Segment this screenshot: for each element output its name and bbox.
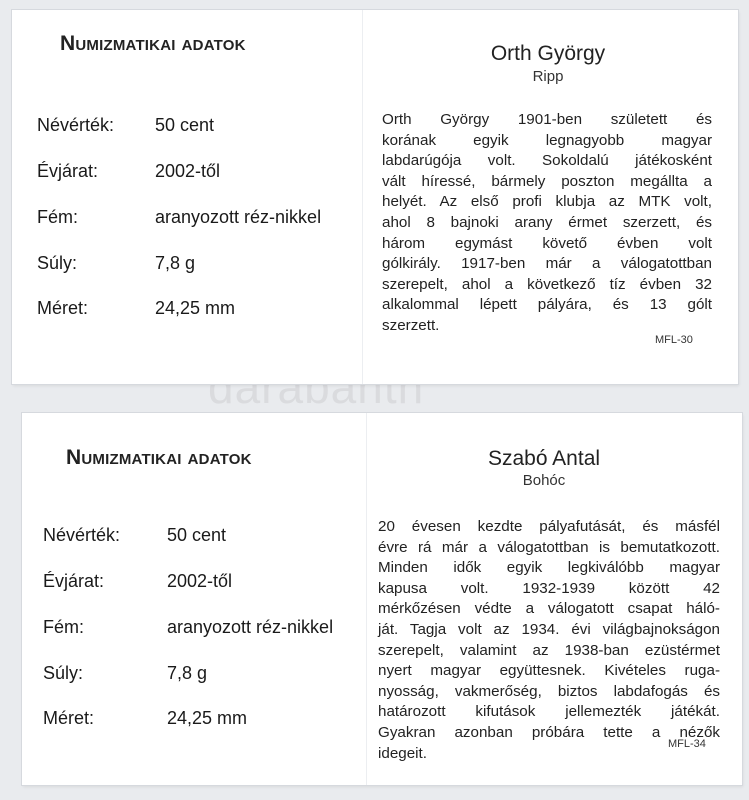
player-name: Szabó Antal (487, 447, 601, 470)
card-heading: Numizmatikai adatok (60, 32, 246, 55)
bio-line: ját. Tagja volt az 1934. évi világbajnokságon (378, 620, 720, 638)
spec-value: 50 cent (155, 115, 215, 135)
catalog-code: MFL-34 (668, 738, 706, 750)
spec-value: 24,25 mm (155, 298, 236, 318)
spec-value: aranyozott réz-nikkel (167, 617, 334, 637)
bio-line: Minden idők egyik legkiválóbb magyar (378, 559, 720, 577)
player-nickname: Ripp (532, 68, 564, 85)
bio-line: nyosság, vakmerőség, biztos labdafogás és (378, 682, 720, 700)
spec-label: Évjárat: (37, 161, 99, 181)
spec-label: Súly: (37, 253, 78, 273)
bio-line: labdarúgója volt. Sokoldalú játékosként (382, 152, 712, 170)
spec-label: Fém: (37, 207, 79, 227)
bio-line: korának egyik legnagyobb magyar (382, 131, 712, 149)
bio-line: három egymást követő évben volt (382, 234, 712, 252)
bio-line: Orth György 1901-ben született és (382, 111, 712, 128)
card-fold-line (362, 10, 363, 384)
spec-value: 7,8 g (167, 663, 208, 683)
spec-label: Évjárat: (43, 571, 105, 591)
bio-line: nyert magyar együttesnek. Kivételes ruga- (378, 662, 720, 680)
spec-label: Súly: (43, 663, 84, 683)
bio-line: vált híressé, bármely poszton megállta a (382, 172, 712, 190)
spec-value: 2002-től (155, 161, 221, 181)
spec-label: Méret: (37, 298, 89, 318)
bio-line: 20 évesen kezdte pályafutását, és másfél (378, 518, 720, 535)
bio-line: idegeit. (378, 744, 427, 762)
bio-line: határozott kifutások jellemezték játékát. (378, 703, 720, 721)
player-biography (382, 110, 712, 337)
card-fold-line (366, 413, 367, 785)
spec-value: aranyozott réz-nikkel (155, 207, 322, 227)
spec-label: Névérték: (37, 115, 115, 135)
bio-line: alkalommal lépett pályára, és 13 gólt (382, 296, 712, 314)
catalog-code: MFL-30 (655, 334, 693, 346)
player-biography (378, 517, 720, 764)
bio-line: Gyakran azonban próbára tette a nézők (378, 723, 720, 741)
spec-value: 50 cent (167, 525, 227, 545)
player-nickname: Bohóc (522, 472, 566, 489)
player-name: Orth György (490, 42, 606, 65)
bio-line: kapusa volt. 1932-1939 között 42 (378, 579, 720, 597)
bio-line: szerepelt, ahol a következő tíz évben 32 (382, 275, 712, 293)
spec-label: Fém: (43, 617, 85, 637)
bio-line: szerepelt, valamint az 1938-ban ezüstérmet (378, 641, 720, 659)
bio-line: mérkőzésen védte a válogatott csapat háló- (378, 600, 720, 618)
coin-card-szabo (22, 413, 742, 785)
bio-line: szerzett. (382, 316, 440, 334)
spec-label: Névérték: (43, 525, 121, 545)
bio-line: évre rá már a válogatottban is bemutatkozott. (378, 538, 720, 556)
spec-value: 2002-től (167, 571, 233, 591)
spec-value: 24,25 mm (167, 708, 248, 728)
spec-value: 7,8 g (155, 253, 196, 273)
bio-line: ahol 8 bajnoki arany érmet szerzett, és (382, 213, 712, 231)
spec-label: Méret: (43, 708, 95, 728)
bio-line: gólkirály. 1917-ben már a válogatottban (382, 255, 712, 273)
coin-card-orth (12, 10, 738, 384)
bio-line: helyét. Az első profi klubja az MTK volt, (382, 193, 712, 211)
watermark: darabanth (208, 361, 425, 413)
card-heading: Numizmatikai adatok (66, 446, 252, 469)
